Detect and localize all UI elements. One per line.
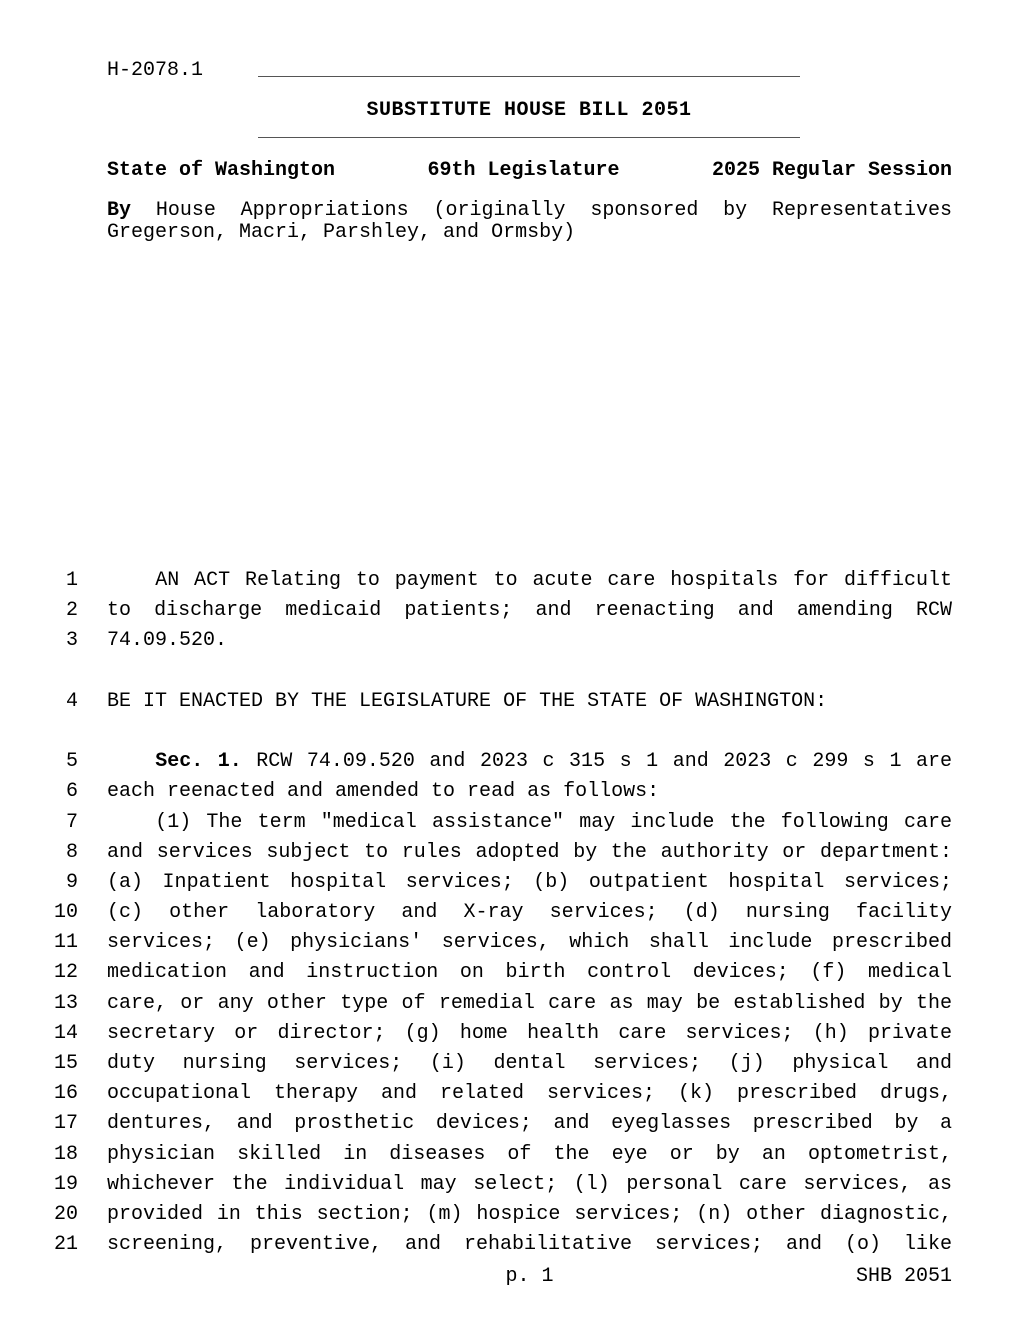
bill-title: SUBSTITUTE HOUSE BILL 2051 (366, 99, 692, 122)
line-number: 7 (65, 810, 78, 834)
line-text: and services subject to rules adopted by the authority or department: (107, 840, 952, 864)
sponsor-block (107, 200, 952, 244)
state-name: State of Washington (107, 159, 336, 182)
body-line (0, 596, 1024, 626)
line-text: (c) other laboratory and X-ray services; (d) nursing facility (107, 901, 952, 925)
sponsor-primary-rest: House Appropriations (originally sponsored by Representatives (155, 199, 952, 222)
title-rule-top (258, 76, 800, 77)
body-line (0, 1140, 1024, 1170)
line-number: 9 (65, 870, 78, 894)
line-number: 17 (53, 1112, 78, 1136)
line-text: AN ACT Relating to payment to acute care hospitals for difficult (155, 569, 952, 592)
session-row (107, 158, 952, 184)
line-text: provided in this section; (m) hospice services; (n) other diagnostic, (107, 1202, 952, 1226)
body-line (0, 838, 1024, 868)
body-line (0, 747, 1024, 777)
sponsor-primary-text (131, 199, 156, 222)
body-line (0, 626, 1024, 656)
line-number: 21 (53, 1233, 78, 1257)
line-text: screening, preventive, and rehabilitative services; and (o) like (107, 1233, 952, 1257)
line-number: 18 (53, 1142, 78, 1166)
body-line (0, 898, 1024, 928)
line-number: 20 (53, 1202, 78, 1226)
page-footer (107, 1262, 952, 1292)
line-number: 13 (53, 991, 78, 1015)
line-text: medication and instruction on birth control devices; (f) medical (107, 961, 952, 985)
body-line (0, 1170, 1024, 1200)
line-text: care, or any other type of remedial care as may be established by the (107, 991, 952, 1015)
session-name: 2025 Regular Session (711, 159, 952, 182)
line-text: BE IT ENACTED BY THE LEGISLATURE OF THE STATE OF WASHINGTON: (107, 689, 828, 713)
body-line (0, 928, 1024, 958)
draft-code-row (107, 58, 952, 84)
body-line (0, 868, 1024, 898)
body-line (0, 687, 1024, 717)
line-text: occupational therapy and related services; (k) prescribed drugs, (107, 1082, 952, 1106)
line-text: to discharge medicaid patients; and reenacting and amending RCW (107, 599, 952, 623)
line-text: dentures, and prosthetic devices; and eyeglasses prescribed by a (107, 1112, 952, 1136)
draft-code: H-2078.1 (107, 59, 204, 82)
body-line (0, 1109, 1024, 1139)
body-line (0, 1019, 1024, 1049)
body-line-blank (0, 657, 1024, 687)
line-number: 10 (53, 901, 78, 925)
sponsor-line-secondary: Gregerson, Macri, Parshley, and Ormsby) (107, 221, 576, 244)
line-number: 1 (65, 569, 78, 592)
legislature-number: 69th Legislature (427, 159, 620, 182)
line-number: 16 (53, 1082, 78, 1106)
bill-body (0, 566, 1024, 1260)
body-line (0, 808, 1024, 838)
line-text: Sec. 1. RCW 74.09.520 and 2023 c 315 s 1 and 2023 c 299 s 1 are (155, 750, 953, 774)
body-line (0, 1079, 1024, 1109)
line-number: 5 (65, 750, 78, 774)
body-line (0, 989, 1024, 1019)
line-text: physician skilled in diseases of the eye or by an optometrist, (107, 1142, 952, 1166)
body-line (0, 958, 1024, 988)
body-line (0, 1049, 1024, 1079)
body-line (0, 777, 1024, 807)
line-text: 74.09.520. (107, 629, 228, 653)
title-rule-bottom (258, 137, 800, 138)
bill-short-name: SHB 2051 (855, 1265, 952, 1288)
section-label: Sec. 1. (155, 750, 242, 774)
body-line-blank (0, 717, 1024, 747)
body-line (0, 1230, 1024, 1260)
line-text: secretary or director; (g) home health care services; (h) private (107, 1021, 952, 1045)
line-number: 12 (53, 961, 78, 985)
body-line (0, 566, 1024, 596)
line-text: whichever the individual may select; (l) personal care services, as (107, 1172, 952, 1196)
body-line (0, 1200, 1024, 1230)
page-number: p. 1 (505, 1265, 554, 1288)
line-number: 4 (65, 689, 78, 713)
by-label: By (107, 199, 132, 222)
line-number: 3 (65, 629, 78, 653)
line-text: services; (e) physicians' services, which shall include prescribed (107, 931, 952, 955)
line-text: each reenacted and amended to read as follows: (107, 780, 660, 804)
sponsor-line-primary (107, 200, 952, 222)
line-text: duty nursing services; (i) dental services; (j) physical and (107, 1052, 952, 1075)
line-text: (1) The term "medical assistance" may include the following care (155, 810, 952, 834)
line-number: 11 (53, 931, 78, 955)
line-number: 14 (53, 1021, 78, 1045)
line-number: 2 (65, 599, 78, 623)
line-number: 8 (65, 840, 78, 864)
line-text: (a) Inpatient hospital services; (b) outpatient hospital services; (107, 870, 952, 894)
line-number: 15 (53, 1052, 78, 1075)
line-number: 6 (65, 780, 78, 804)
line-number: 19 (53, 1172, 78, 1196)
